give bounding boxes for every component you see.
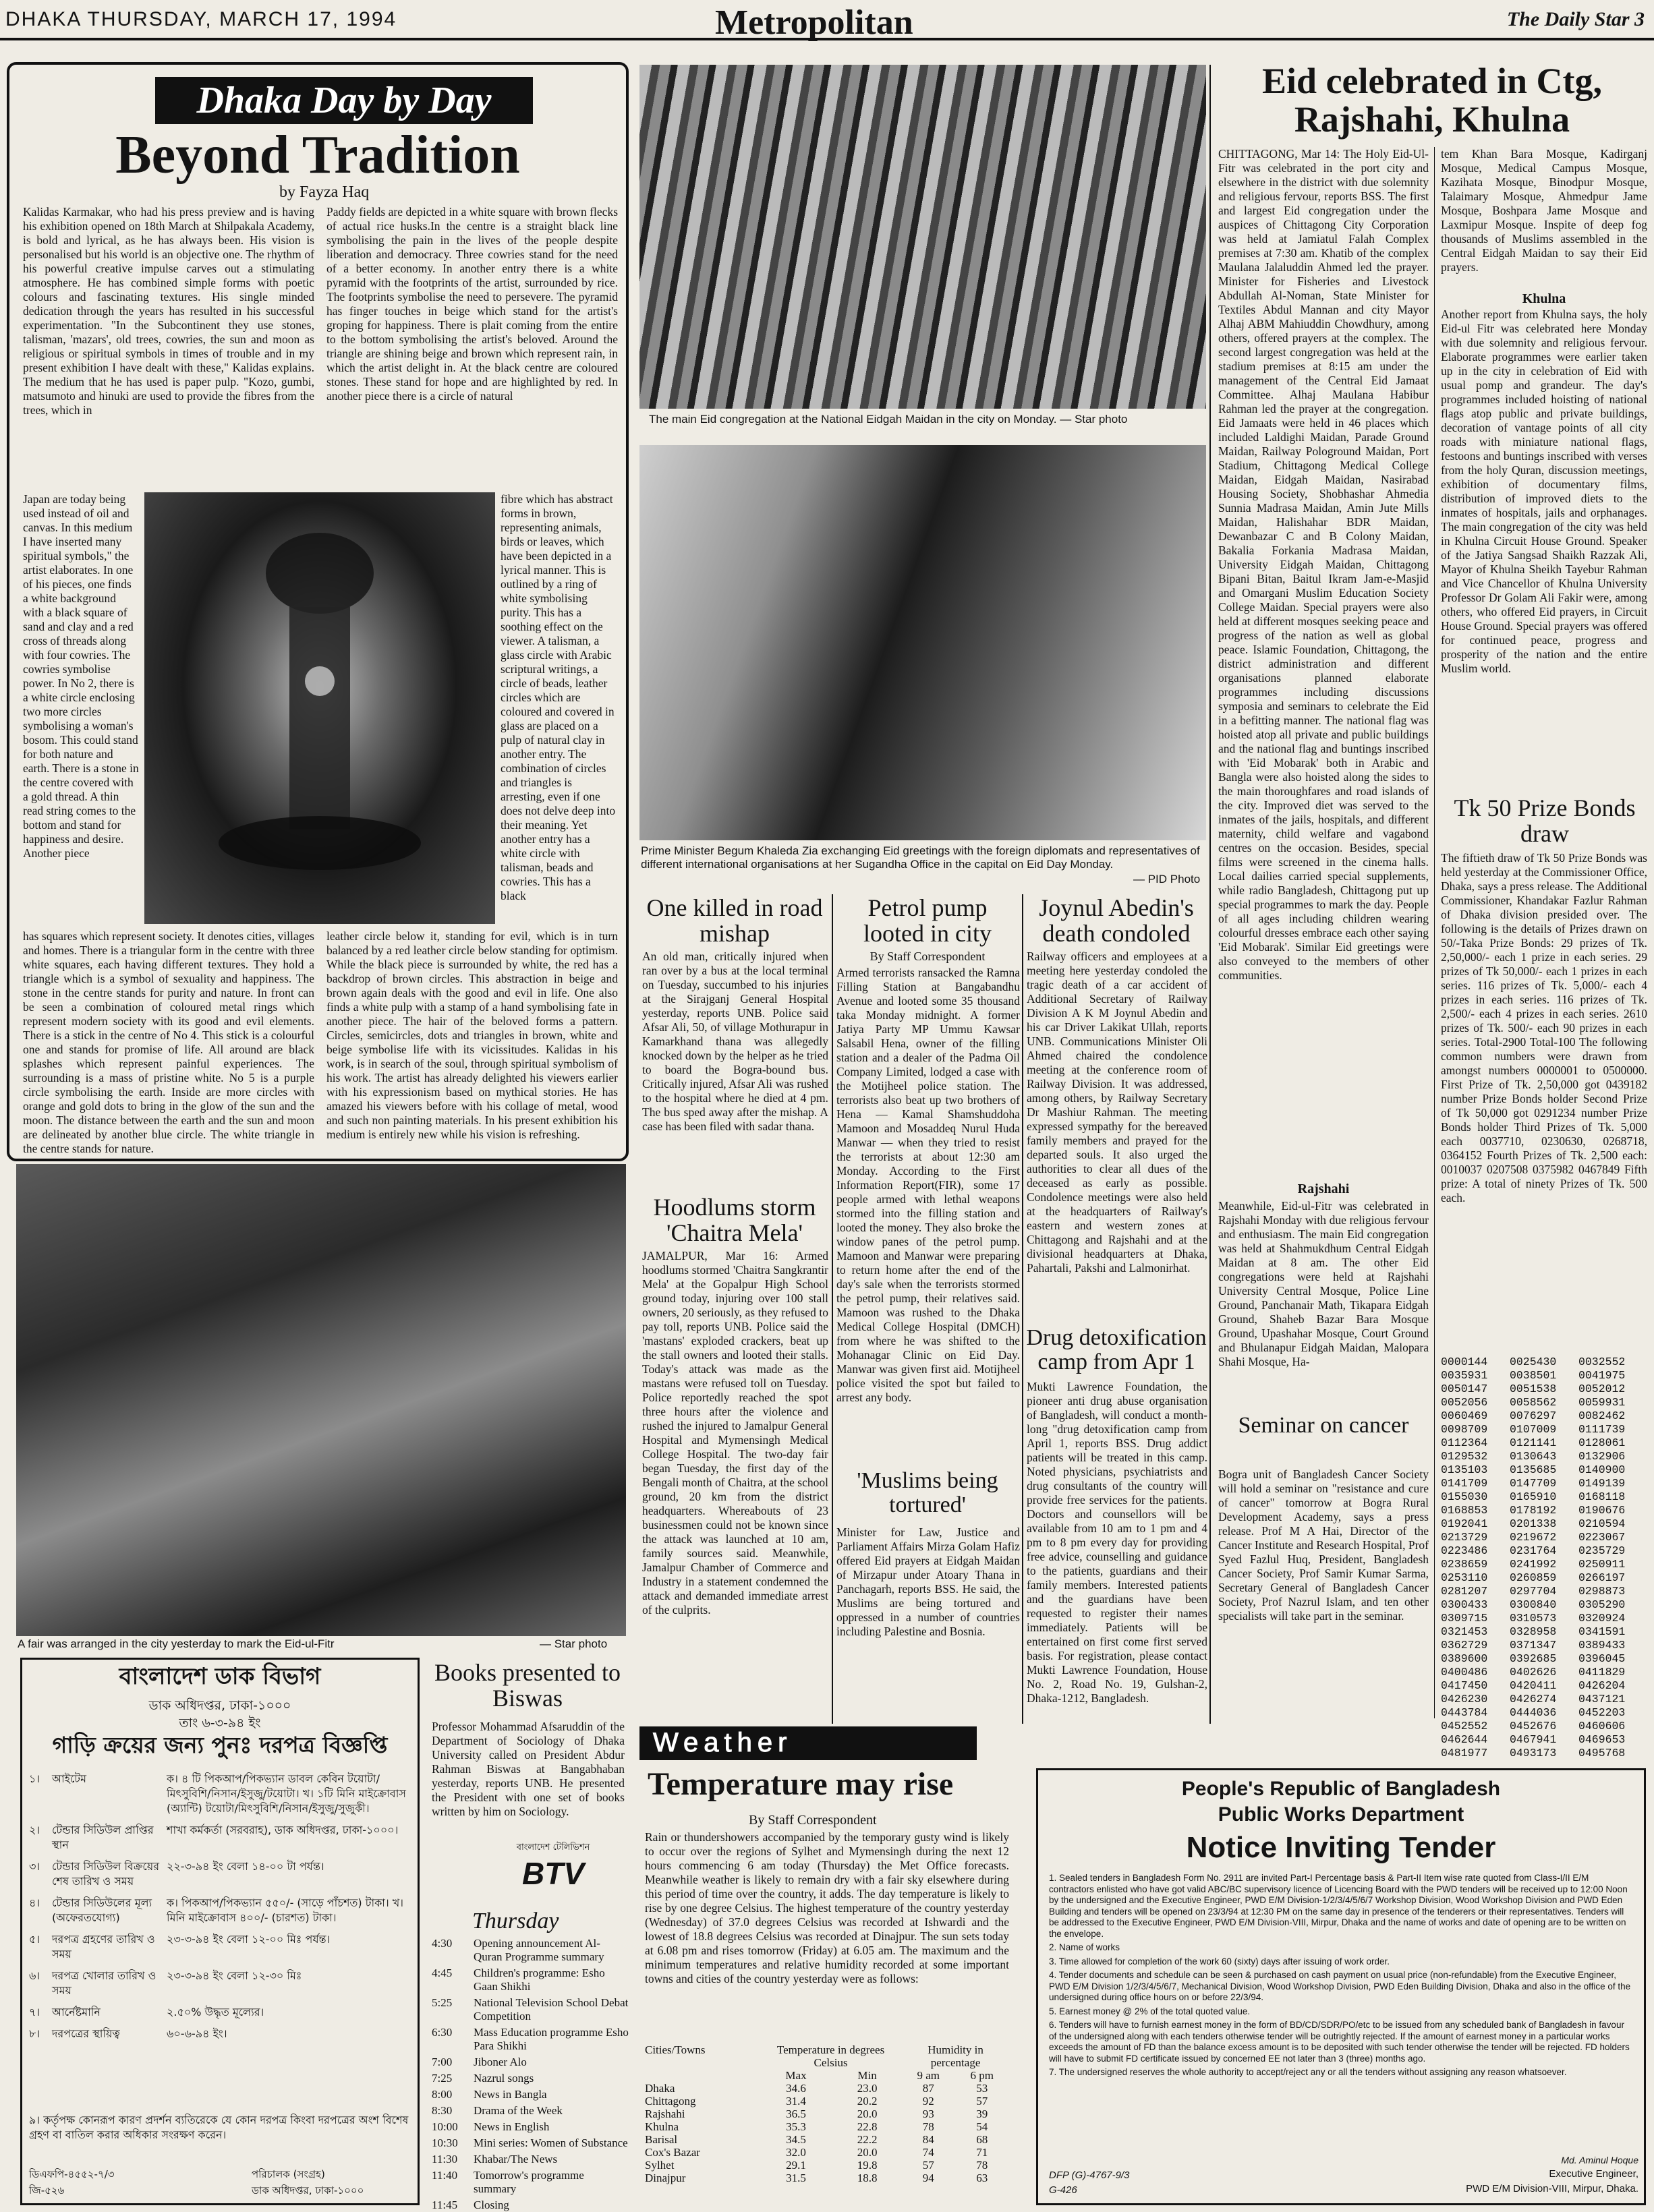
weather-row: Dinajpur 31.5 18.8 94 63 xyxy=(645,2172,988,2184)
prize-title: Tk 50 Prize Bonds draw xyxy=(1454,794,1636,847)
btv-row: 4:30 Opening announcement Al-Quran Programme summary xyxy=(432,1937,604,1963)
prize-number: 0396045 xyxy=(1578,1652,1626,1665)
btv-logo-text: BTV xyxy=(522,1856,584,1891)
tender-bn-footer-left2: জি-৫২৬ xyxy=(29,2184,65,2196)
prize-number: 0192041 xyxy=(1441,1517,1488,1530)
prize-number: 0300433 xyxy=(1441,1598,1488,1611)
weather-title: Temperature may rise xyxy=(648,1766,954,1802)
prize-number: 0260859 xyxy=(1510,1571,1557,1584)
notice-ref1: DFP (G)-4767-9/3 xyxy=(1049,2170,1130,2181)
prize-number: 0210594 xyxy=(1578,1517,1626,1530)
books-text: Professor Mohammad Afsaruddin of the Department of Sociology of Dhaka University called on President Abdur Rahman Biswas at Bangabhaban yesterday, reports UNB. He presented the President with one set of books written by him on Sociology. xyxy=(432,1720,625,1818)
prize-number: 0310573 xyxy=(1510,1612,1557,1625)
prize-number: 0235729 xyxy=(1578,1544,1626,1557)
btv-row: 11:30 Khabar/The News xyxy=(432,2153,558,2165)
artwork-photo xyxy=(144,492,495,924)
prize-number: 0201338 xyxy=(1510,1517,1557,1530)
prize-number: 0426230 xyxy=(1441,1693,1488,1706)
column-rule xyxy=(832,894,833,1724)
section-title: Metropolitan xyxy=(715,3,913,42)
eid-col2: tem Khan Bara Mosque, Kadirganj Mosque, Medical Campus Mosque, Kazihata Mosque, Binodpur Mosque, Talaimary Mosque, Ahmedpur Jame Mosque, Boshpara Jame Mosque and Laxmipur Mosque. Inspite of deep fog thousands of Muslims assembled in the Central Eidgah Maidan to say their Eid prayers. xyxy=(1441,147,1647,274)
notice-sign-title: Executive Engineer, xyxy=(1549,2168,1638,2180)
prize-number: 0111739 xyxy=(1578,1423,1626,1436)
weather-table xyxy=(645,2043,1009,2205)
bangla-tender-ad xyxy=(20,1658,420,2205)
fair-photo xyxy=(16,1164,626,1636)
seminar-text: Bogra unit of Bangladesh Cancer Society will hold a seminar on "resistance and cure of cancer" tomorrow at Bogra Rural Development Academy, says a press release. Prof M A Hai, Director of the Cancer Institute and Research Hospital, Prof Syed Fazlul Huq, President, Bangladesh Cancer Society, Prof Samir Kumar Sarma, Secretary General of Bangladesh Cancer Society, Prof Nazrul Islam, and ten other specialists will take part in the seminar. xyxy=(1218,1467,1429,1623)
hoodlums-title: Hoodlums storm 'Chaitra Mela' xyxy=(653,1194,816,1246)
prize-number: 0426274 xyxy=(1510,1693,1557,1706)
notice-item: 2. Name of works xyxy=(1049,1942,1120,1952)
notice-item: 3. Time allowed for completion of the work 60 (sixty) days after issuing of work order. xyxy=(1049,1956,1390,1967)
seminar-title: Seminar on cancer xyxy=(1238,1413,1409,1438)
btv-row: 11:40 Tomorrow's programme summary xyxy=(432,2169,584,2195)
prize-number: 0305290 xyxy=(1578,1598,1626,1611)
btv-logo-bn: বাংলাদেশ টেলিভিশন xyxy=(516,1842,590,1853)
prize-number: 0371347 xyxy=(1510,1639,1557,1652)
prize-number: 0320924 xyxy=(1578,1612,1626,1625)
btv-logo xyxy=(513,1841,594,1909)
prize-number: 0219672 xyxy=(1510,1531,1557,1544)
tender-bn-row: ৬। দরপত্র খোলার তারিখ ও সময় ২৩-৩-৯৪ ইং বেলা ১২-৩০ মিঃ xyxy=(29,1969,302,1997)
books-title: Books presented to Biswas xyxy=(434,1659,621,1712)
prize-number: 0437121 xyxy=(1578,1693,1626,1706)
tender-bn-footer-right: পরিচালক (সংগ্রহ) xyxy=(252,2168,325,2180)
notice-item: 5. Earnest money @ 2% of the total quoted value. xyxy=(1049,2006,1251,2016)
prize-number: 0135685 xyxy=(1510,1463,1557,1476)
prize-number: 0460606 xyxy=(1578,1720,1626,1733)
prize-number: 0025430 xyxy=(1510,1356,1557,1368)
feature-byline: by Fayza Haq xyxy=(279,183,370,201)
one-killed-title: One killed in road mishap xyxy=(646,894,823,947)
prize-number: 0389600 xyxy=(1441,1652,1488,1665)
prize-number: 0493173 xyxy=(1510,1747,1557,1759)
prize-number: 0076297 xyxy=(1510,1409,1557,1422)
weather-row: Rajshahi 36.5 20.0 93 39 xyxy=(645,2107,988,2120)
prize-number: 0149139 xyxy=(1578,1477,1626,1490)
tender-bn-footer-left: ডিএফপি-৪৫৫২-৭/৩ xyxy=(29,2168,115,2180)
one-killed-text: An old man, critically injured when ran over by a bus at the local terminal on Tuesday, succumbed to his injuries at the Sirajganj General Hospital yesterday, reports UNB. Police said Afsar Ali, 50, of village Mothurapur in Kamarkhand thana was allegedly knocked down by the helper as he tried to board the Bogra-bound bus. Critically injured, Afsar Ali was rushed to the hospital where he died at 4 pm. The bus sped away after the mishap. A case has been filed with sadar thana. xyxy=(642,950,828,1133)
weather-table-subhead: Max Min 9 am 6 pm xyxy=(785,2069,994,2082)
prize-number: 0059931 xyxy=(1578,1396,1626,1409)
prize-number: 0469653 xyxy=(1578,1733,1626,1746)
feature-col2: Paddy fields are depicted in a white square with brown flecks of actual rice husks.In the centre is a straight black line symbolising the pain in the lives of the people despite liberation and democracy. Three cowries stand for the need of a better economy. In another entry there is a white pyramid with the footprints of the artist, surrounded by rice. The footprints symbolise the need to persevere. The pyramid has finger touches in beige which stand for the artist's groping for happiness. There is plait coming from the entire to the bottom symbolising the artist's beloved. Around the triangle are shining beige and brown which represent rain, in which the artist delight in. At the black centre are coloured stones. These stand for hope and are highlighted by red. In another piece there is a circle of natural xyxy=(326,205,618,403)
column-rule xyxy=(1209,65,1211,1724)
prize-number: 0213729 xyxy=(1441,1531,1488,1544)
btv-row: 10:30 Mini series: Women of Substance xyxy=(432,2136,628,2149)
prize-number: 0147709 xyxy=(1510,1477,1557,1490)
weather-banner-text: Weather xyxy=(653,1728,793,1757)
tender-bn-sub2: তাং ৬-৩-৯৪ ইং xyxy=(179,1716,261,1730)
masthead xyxy=(0,0,1654,40)
muslims-text: Minister for Law, Justice and Parliament Affairs Mirza Golam Hafiz offered Eid prayers at Eidgah Maidan of Mirzapur under Atoary Thana in Panchagarh, reports BSS. He said, the Muslims are being tortured and oppressed in a number of countries including Palestine and Bosnia. xyxy=(836,1525,1020,1638)
artwork-figure-icon xyxy=(144,492,495,924)
feature-bottom1: has squares which represent society. It denotes cities, villages and homes. There is a triangular form in the centre with three white squares, each having different textures. They hold a triangle which is a symbol of sexuality and happiness. The stone in the centre stands for purity and nature. In front can be seen a combination of coloured metal rings which represent modern society with its good and evil elements. There is a stick in the centre of No 4. This stick is a colourful one and stands for promise of life. All around are black splashes which represent painful experiences. The surrounding is a mass of pristine white. No 5 is a purple circle symbolising the earth. Inside are more circles with orange and gold dots to bring in the glow of the sun and the moon. The distance between the earth and the sun and moon are delineated by another blue circle. The white triangle in the centre stands for nature. xyxy=(23,929,314,1155)
notice-ref2: G-426 xyxy=(1049,2184,1077,2196)
btv-schedule xyxy=(432,1937,629,2211)
drug-text: Mukti Lawrence Foundation, the pioneer anti drug abuse organisation of Bangladesh, will conduct a month-long "drug detoxification camp from April 1, reports BSS. Drug addict patients will be treated in this camp. Noted physicians, psychiatrists and drug consultants of the country will provide free services for the patients. Doctors and counsellors will be available from 10 am to 1 pm and 4 pm to 8 pm every day for providing free advice, counselling and guidance to the patients, guardians and their family members. Interested patients and the guardians have been requested to register their names immediately. Patients will be entertained on first come first served basis. For registration, please contact Mukti Lawrence Foundation, House No. 2, Road No. 19, Gulshan-2, Dhaka-1212, Bangladesh. xyxy=(1027,1380,1207,1705)
weather-row: Dhaka 34.6 23.0 87 53 xyxy=(645,2082,988,2095)
prize-number: 0321453 xyxy=(1441,1625,1488,1638)
tender-bn-row: ৪। টেন্ডার সিডিউলের মূল্য (অফেরতযোগ্য) ক। পিকআপ/পিকভ্যান ৫৫০/- (সাড়ে পাঁচশত) টাকা। খ। মিনি মাইক্রোবাস ৪০০/- (চারশত) টাকা। xyxy=(29,1896,403,1924)
weather-row: Khulna 35.3 22.8 78 54 xyxy=(645,2120,988,2133)
prize-number: 0250911 xyxy=(1578,1558,1626,1571)
prize-number: 0052056 xyxy=(1441,1396,1488,1409)
feature-inset-left: Japan are today being used instead of oil and canvas. In this medium I have inserted many spiritual symbols," the artist elaborates. In one of his pieces, one finds a white background with a black square of sand and clay and a red cross of threads along with four cowries. The cowries symbolise power. In No 2, there is a white circle enclosing two more circles symbolising a woman's bosom. This could stand for both nature and earth. There is a stone in the centre covered with a gold thread. A thin read string comes to the bottom and stand for happiness and desire. Another piece xyxy=(23,492,139,860)
joynul-text: Railway officers and employees at a meeting here yesterday condoled the tragic death of a car accident of Additional Secretary of Railway Division A K M Joynul Abedin and his car Driver Lakikat Ullah, reports UNB. Communications Minister Oli Ahmed chaired the condolence meeting at the conference room of Railway Division. It was addressed, among others, by Railway Secretary Dr Mashiur Rahman. The meeting expressed sympathy for the bereaved family members and prayed for the departed souls. It also urged the authorities to clear all dues of the deceased as early as possible. Condolence meetings were also held at the headquarters of Railway's eastern and western zones at Chittagong and Rajshahi and at the divisional headquarters at Dhaka, Pahartali, Pakshi and Lalmonirhat. xyxy=(1027,950,1207,1275)
prize-number: 0266197 xyxy=(1578,1571,1626,1584)
btv-row: 5:25 National Television School Debat Competition xyxy=(432,1996,629,2022)
notice-org: People's Republic of Bangladesh xyxy=(1181,1778,1501,1800)
prize-number: 0178192 xyxy=(1510,1504,1557,1517)
weather-row: Sylhet 29.1 19.8 57 78 xyxy=(645,2159,988,2172)
prize-number: 0402626 xyxy=(1510,1666,1557,1679)
prize-number: 0223486 xyxy=(1441,1544,1488,1557)
weather-banner xyxy=(639,1726,977,1760)
prize-number: 0141709 xyxy=(1441,1477,1488,1490)
petrol-title: Petrol pump looted in city xyxy=(863,894,992,947)
weather-text: Rain or thundershowers accompanied by the temporary gusty wind is likely to occur over the regions of Sylhet and Mymensingh during the next 12 hours commencing 6 am today (Thursday) the Met Office forecasts. Meanwhile weather is likely to remain dry with a fair sky elsewhere during this period of time over the country, it adds. The day temperature is likely to rise by one degree Celsius. The highest temperature of the country yesterday (Wednesday) of 37.0 degrees Celsius was recorded at Ishwardi and the lowest of 18.8 degrees Celsius was recorded at Dinajpur. The sun sets today at 6.08 pm and rises tomorrow (Friday) at 6.05 am. The maximum and the minimum temperatures and relative humidity recorded at some important towns and cities of the country yesterday were as follows: xyxy=(645,1830,1009,1985)
prize-number: 0038501 xyxy=(1510,1369,1557,1382)
prize-number: 0328958 xyxy=(1510,1625,1557,1638)
prize-number: 0052012 xyxy=(1578,1382,1626,1395)
notice-sign-office: PWD E/M Division-VIII, Mirpur, Dhaka. xyxy=(1466,2183,1638,2194)
prize-number: 0050147 xyxy=(1441,1382,1488,1395)
btv-row: 7:00 Jiboner Alo xyxy=(432,2056,527,2068)
notice-item: 4. Tender documents and schedule can be seen & purchased on cash payment on usual price (non-refundable) from the Executive Engineer, PWD E/M Division 1/2/3/4/5/6/7, Mechanical Division, Wood Workshop Division, PWD Eden Building Division, Dhaka and also in the office of the undersigned during office hours on or before 22/3/94. xyxy=(1049,1970,1631,2002)
prize-number: 0362729 xyxy=(1441,1639,1488,1652)
fair-credit: — Star photo xyxy=(540,1637,608,1650)
prize-number: 0241992 xyxy=(1510,1558,1557,1571)
notice-item: 1. Sealed tenders in Bangladesh Form No. 2911 are invited Part-I Percentage basis & Part-II Item wise rate quoted from Class-I/II E/M contractors enlisted who have got valid ABC/BC supervisory licence of Licencing Board with the PWD tenders will be received up to 12:00 Noon by the undersigned and the Executive Engineer, PWD E/M Division-1/2/3/4/5/6/7 Workshop Division, Wood Workshop Division and PWD Eden Building and tenders will be opened on 23/3/94 at 12:30 PM on the same day in presence of the tenderers or their representatives. Tenders will be addressed to the Executive Engineer, PWD E/M Division-VIII, Mirpur, Dhaka and the name of works and date of opening are to be written on the envelope. xyxy=(1049,1873,1628,1939)
weather-byline: By Staff Correspondent xyxy=(749,1813,877,1828)
prize-number: 0129532 xyxy=(1441,1450,1488,1463)
prize-number: 0253110 xyxy=(1441,1571,1488,1584)
prize-number: 0426204 xyxy=(1578,1679,1626,1692)
prize-number: 0165910 xyxy=(1510,1490,1557,1503)
eid-rajshahi-text: Meanwhile, Eid-ul-Fitr was celebrated in Rajshahi Monday with due religious fervour and enthusiasm. The main Eid congregation was held at Shahmukdhum Central Eidgah Maidan at 8 am. The other Eid congregations were held at Rajshahi University Central Mosque, Police Line Ground, Panchanair Math, Tikapara Eidgah Ground, Shaheb Bazar Bara Mosque Ground, Upashahar Mosque, Court Ground and Bhulanapur Eidgah Maidan, Malopara Shahi Mosque, Ha- xyxy=(1218,1199,1429,1368)
masthead-dateline: DHAKA THURSDAY, MARCH 17, 1994 xyxy=(5,8,397,30)
prize-number: 0400486 xyxy=(1441,1666,1488,1679)
prize-number: 0041975 xyxy=(1578,1369,1626,1382)
prize-number: 0112364 xyxy=(1441,1436,1488,1449)
notice-sign-name: Md. Aminul Hoque xyxy=(1561,2155,1638,2165)
prize-number: 0281207 xyxy=(1441,1585,1488,1598)
prize-number: 0130643 xyxy=(1510,1450,1557,1463)
weather-row: Cox's Bazar 32.0 20.0 74 71 xyxy=(645,2146,988,2159)
btv-row: 7:25 Nazrul songs xyxy=(432,2072,534,2085)
prize-number: 0417450 xyxy=(1441,1679,1488,1692)
prize-number: 0231764 xyxy=(1510,1544,1557,1557)
btv-row: 8:30 Drama of the Week xyxy=(432,2104,563,2117)
tender-bn-org: বাংলাদেশ ডাক বিভাগ xyxy=(119,1663,321,1690)
tender-bn-note: ৯। কর্তৃপক্ষ কোনরূপ কারণ প্রদর্শন ব্যতিরেকে যে কোন দরপত্র কিংবা দরপত্রের অংশ বিশেষ গ্রহণ বা বাতিল করার অধিকার সংরক্ষণ করেন। xyxy=(29,2114,409,2141)
fair-caption: A fair was arranged in the city yesterday to mark the Eid-ul-Fitr xyxy=(18,1637,335,1650)
prize-number: 0341591 xyxy=(1578,1625,1626,1638)
petrol-byline: By Staff Correspondent xyxy=(869,950,986,963)
prize-number: 0051538 xyxy=(1510,1382,1557,1395)
prize-number: 0058562 xyxy=(1510,1396,1557,1409)
tender-bn-sub1: ডাক অধিদপ্তর, ঢাকা-১০০০ xyxy=(148,1698,291,1713)
btv-row: 10:00 News in English xyxy=(432,2120,550,2133)
drug-title: Drug detoxification camp from Apr 1 xyxy=(1026,1325,1207,1374)
prize-number: 0420411 xyxy=(1510,1679,1557,1692)
btv-row: 11:45 Closing xyxy=(432,2199,509,2211)
pm-photo xyxy=(639,445,1206,840)
prize-number: 0467941 xyxy=(1510,1733,1557,1746)
prize-number: 0452203 xyxy=(1578,1706,1626,1719)
btv-row: 4:45 Children's programme: Esho Gaan Shikhi xyxy=(432,1967,605,1993)
prize-number: 0223067 xyxy=(1578,1531,1626,1544)
notice-item: 6. Tenders will have to furnish earnest money in the form of BD/CD/SDR/PO/etc to be issued from any scheduled bank of Bangladesh in favour of the undersigned along with each tenders otherwise tender will be outrightly rejected. If the amount of earnest money in a particular works exceeds the amount of FD than the balance excess amount is to be deposited with such tender otherwise the tender will be rejected. FD holders will have to submit FD certificate issued by concerned EE not later than 3 (three) months ago. xyxy=(1049,2020,1630,2064)
tender-bn-row: ১। আইটেম ক। ৪ টি পিকআপ/পিকভ্যান ডাবল কেবিন টয়োটা/মিৎসুবিশি/নিসান/ইসুজু/টয়োটা। খ। ১টি মিনি মাইক্রোবাস (অ্যান্টি) টয়োটা/মিৎসুবিশি/নিসান/ইসুজু/সুজুকী। xyxy=(29,1772,406,1815)
prize-number: 0060469 xyxy=(1441,1409,1488,1422)
feature-kicker: Dhaka Day by Day xyxy=(155,77,533,124)
petrol-text: Armed terrorists ransacked the Ramna Filling Station at Bangabandhu Avenue and looted some 35 thousand taka Monday midnight. A former Jatiya Party MP Ummu Kawsar Salsabil Hena, owner of the filling station and a dealer of the Padma Oil Company Limited, lodged a case with the Motijheel police station. The terrorists also beat up two brothers of Hena — Kamal Shamshuddoha Mamoon and Mosaddeq Nurul Huda Manwar — when they tried to resist the terrorists at about 12:30 am Monday. According to the First Information Report(FIR), some 17 people armed with lethal weapons stormed into the filling station and looted the money. They also broke the window panes of the petrol pump. Mamoon and Manwar were preparing to return home after the end of the day's sale when the terrorists stormed the petrol pump, their relatives said. Mamoon was rushed to the Dhaka Medical College Hospital (DMCH) from where he was shifted to the Mohanagar Clinic on Eid Day. Manwar was given first aid. Motijheel police visited the spot but failed to arrest any body. xyxy=(836,966,1020,1404)
eid-khulna-text: Another report from Khulna says, the holy Eid-ul Fitr was celebrated here Monday with due solemnity and religious fervour. Elaborate programmes were earlier taken up in the city in celebration of Eid with usual pomp and grandeur. The day's programmes included hoisting of national flags atop public and private buildings, decoration of vantage points of all city roads with miniature national flags, festoons and buntings inscribed with verses from the holy Quran, discussion meetings, exhibition of documentary films, distribution of improved diets to the inmates of hospitals, jails and orphanages. The main congregation of the city was held in Khulna Circuit House Ground. Speaker of the Jatiya Sangsad Shaikh Razzak Ali, Mayor of Khulna Sheikh Tayebur Rahman and Vice Chancellor of Khulna University Professor Dr Golam Ali Fakir were, among others, who offered Eid prayers, in Circuit House Ground. Special prayers was offered for continued peace, progress and prosperity of the nation and the entire Muslim world. xyxy=(1441,308,1647,675)
paper-logo: The Daily Star 3 xyxy=(1506,8,1645,30)
prize-number: 0392685 xyxy=(1510,1652,1557,1665)
prize-number: 0190676 xyxy=(1578,1504,1626,1517)
prize-number: 0135103 xyxy=(1441,1463,1488,1476)
pwd-tender-ad xyxy=(1036,1768,1646,2205)
prize-number: 0032552 xyxy=(1578,1356,1626,1368)
prize-number: 0443784 xyxy=(1441,1706,1488,1719)
prize-text: The fiftieth draw of Tk 50 Prize Bonds was held yesterday at the Commissioner Office, Dhaka, says a press release. The Additional Commissioner, Khandakar Fazlur Rahman of Dhaka division presided over. The following is the details of Prizes drawn on 50/-Taka Prize Bonds: 29 prizes of Tk. 2,50,000/- each 1 prize in each series. 29 prizes of Tk 50,000/- each 1 prizes in each series. 116 prizes of Tk. 5,000/- each 4 prizes in each series. 116 prizes of Tk. 2,500/- each 4 prizes in each series. 2610 prizes of Tk. 500/- each 90 prizes in each series. Total-2900 Total-100 The following common numbers were drawn from amongst numbers 0000001 to 0500000. First Prize of Tk. 2,50,000 got 0439182 number Prize Bonds holder Second Prize of Tk 50,000 got 0291234 number Prize Bonds holder Third Prizes of Tk. 5,000 each 0037710, 0230630, 0268718, 0364152 Fourth Prizes of Tk. 2,500 each: 0010037 0207508 0375982 0467849 Fifth prize: A total of ninety Prizes of Tk. 500 each. xyxy=(1441,851,1647,1204)
prize-numbers xyxy=(1441,1356,1647,1759)
eidgah-photo xyxy=(639,65,1206,409)
tender-bn-row: ৮। দরপত্রের স্থায়িত্ব ৬০-৬-৯৪ ইং। xyxy=(29,2027,227,2040)
prize-number: 0495768 xyxy=(1578,1747,1626,1759)
tender-bn-footer-right2: ডাক অধিদপ্তর, ঢাকা-১০০০ xyxy=(252,2184,364,2196)
prize-number: 0298873 xyxy=(1578,1585,1626,1598)
feature-title: Beyond Tradition xyxy=(115,125,520,185)
eid-rajshahi-head: Rajshahi xyxy=(1297,1182,1350,1196)
prize-number: 0389433 xyxy=(1578,1639,1626,1652)
prize-number: 0481977 xyxy=(1441,1747,1488,1759)
joynul-title: Joynul Abedin's death condoled xyxy=(1039,894,1194,947)
prize-number: 0000144 xyxy=(1441,1356,1488,1368)
prize-number: 0462644 xyxy=(1441,1733,1488,1746)
btv-day: Thursday xyxy=(472,1909,559,1933)
prize-number: 0107009 xyxy=(1510,1423,1557,1436)
prize-number: 0452676 xyxy=(1510,1720,1557,1733)
column-rule xyxy=(1022,894,1023,1724)
prize-number: 0121141 xyxy=(1510,1436,1557,1449)
prize-number: 0140900 xyxy=(1578,1463,1626,1476)
tender-bn-headline: গাড়ি ক্রয়ের জন্য পুনঃ দরপত্র বিজ্ঞপ্তি xyxy=(52,1732,388,1758)
prize-number: 0297704 xyxy=(1510,1585,1557,1598)
feature-bottom2: leather circle below it, standing for evil, which is in turn balanced by a red leather circle below standing for optimism. While the black piece is surrounded by white, the red has a backdrop of brown circles. This abstraction in beige and brown again deals with the good and evil in life. One also finds a white pulp with a stamp of a hand symbolising fate in another piece. The hair of the beloved forms a pattern. Circles, semicircles, dots and triangles in brown, white and beige symbolise life with its vicissitudes. Kalidas in his work, is in search of the soul, through spiritual symbolism of his work. The artist has already delighted his viewers earlier with his expressionism based on mythical stories. He has amazed his viewers before with his collage of metal, wood and such non painting materials. In his present exhibition his medium is entirely new while his vision is refreshing. xyxy=(326,929,618,1141)
feature-article xyxy=(7,62,629,1161)
btv-row: 8:00 News in Bangla xyxy=(432,2088,547,2101)
pm-caption: Prime Minister Begum Khaleda Zia exchanging Eid greetings with the foreign diplomats and representatives of different international organisations at her Sugandha Office in the capital on Eid Day Monday. xyxy=(641,844,1200,871)
prize-number: 0444036 xyxy=(1510,1706,1557,1719)
tender-bn-rows xyxy=(29,1772,412,2109)
hoodlums-text: JAMALPUR, Mar 16: Armed hoodlums stormed 'Chaitra Sangkrantir Mela' at the Gopalpur High School ground today, injuring over 100 stall owners, 20 seriously, as they refused to pay toll, reports UNB. Police said the 'mastans' exploded crackers, beat up the stall owners and looted their stalls. Today's attack was made as the mastans were refused toll on Tuesday. Police reportedly reached the spot three hours after the violence and rushed the injured to Jamalpur General Hospital and Mymensingh Medical College Hospital. The two-day fair began Tuesday, the first day of the Bengali month of Chaitra, at the school ground, 20 km from the district headquarters. Whereabouts of 23 businessmen could not be known since the attack was launched at 10 am, family sources said. Meanwhile, Jamalpur Chamber of Commerce and Industry in a statement condemned the attack and demanded immediate arrest of the culprits. xyxy=(642,1249,828,1617)
muslims-title: 'Muslims being tortured' xyxy=(857,1468,998,1517)
weather-row: Barisal 34.5 22.2 84 68 xyxy=(645,2133,988,2146)
prize-number: 0309715 xyxy=(1441,1612,1488,1625)
btv-row: 6:30 Mass Education programme Esho Para Shikhi xyxy=(432,2026,629,2052)
tender-bn-row: ৩। টেন্ডার সিডিউল বিক্রয়ের শেষ তারিখ ও সময় ২২-৩-৯৪ ইং বেলা ১৪-০০ টা পর্যন্ত। xyxy=(29,1860,324,1888)
prize-number: 0082462 xyxy=(1578,1409,1626,1422)
prize-number: 0168118 xyxy=(1578,1490,1626,1503)
weather-row: Chittagong 31.4 20.2 92 57 xyxy=(645,2095,988,2107)
prize-number: 0168853 xyxy=(1441,1504,1488,1517)
eid-col1: CHITTAGONG, Mar 14: The Holy Eid-Ul-Fitr was celebrated in the port city and elsewhere in the district with due solemnity and religious fervour, reports BSS. The first and largest Eid congregation under the auspices of Chittagong City Corporation was held at Jamiatul Falah Complex premises at 7:30 am. Khatib of the complex Maulana Jalaluddin Ahmed led the prayer. Minister for Fisheries and Livestock Abdullah Al-Noman, State Minister for Textiles Abdul Mannan and city Mayor Alhaj ABM Mahiuddin Chowdhury, among others, offered prayers at the complex. The second largest congregation was held at the stadium premises at 8:15 am under the management of the Central Eid Jamaat Committee. Alhaj Maulana Habibur Rahman led the prayer at the congregation. Eid Jamaats were held in 46 places which included Laldighi Maidan, Parade Ground Maidan, Railway Pologround Maidan, Port Stadium, Chittagong Medical College Maidan, Eidgah Maidan, Nasirabad Housing Society, Shobhashar Ahmedia Sunnia Madrasa Maidan, Amin Jute Mills Maidan, Halishahar BDR Maidan, Dewanbazar C and B Colony Maidan, Bakalia Forkania Madrasa Maidan, University Eidgah Maidan, Chittagong Bipani Bitan, Baitul Ikram Jam-e-Masjid and Omargani Muslim Education Society College Maidan. Special prayers were also held at different mosques seeking peace and progress of the nation as well as global peace. Islamic Foundation, Chittagong, the district administration and different organisations planned elaborate programmes including discussions symposia and seminars to celebrate the Eid in a befitting manner. The national flag was hoisted atop all private and public buildings and the national flag and buntings inscribed with 'Eid Mobarak' both in Arabic and Bangla were also hoisted along the sides to the main thoroughfares and road islands of the city. Improved diet was served to the inmates of the jails, hospitals, and different maternity, child welfare and vagabond centres on the occasion. Besides, special films were screened in the cinema halls. Local dailies carried special supplements, while radio Bangladesh, Chittagong put up special programmes to mark the day. People of all ages including children wearing colourful dresses embrace each other saying 'Eid Mobarak'. Similar Eid greetings were also conveyed to the members of other communities. xyxy=(1218,147,1429,982)
weather-table-head: Cities/Towns Temperature in degrees Celsius Humidity in percentage xyxy=(645,2043,983,2069)
prize-number: 0128061 xyxy=(1578,1436,1626,1449)
prize-number: 0098709 xyxy=(1441,1423,1488,1436)
pm-credit: — PID Photo xyxy=(1133,873,1201,885)
eid-khulna-head: Khulna xyxy=(1522,291,1566,306)
prize-number: 0238659 xyxy=(1441,1558,1488,1571)
feature-col1: Kalidas Karmakar, who had his press preview and is having his exhibition opened on 18th March at Shilpakala Academy, is bold and lyrical, as he has always been. His vision is personalised but his world is an objective one. The rhythm of his powerful creative impulse carves out a stimulating atmosphere. He has combined simple forms with poetic colours and fascinating textures. His single minded dedication through the years has resulted in his successful experimentation. "In the Subcontinent they use stones, talisman, 'mazars', old trees, cowries, the sun and moon as religious or spiritual symbols in times of trouble and in my present exhibition I have dealt with these," Kalidas explains. The medium that he has used is paper pulp. "Kozo, gumbi, matsumoto and hinuki are used to provide the fibres from the trees, which in xyxy=(23,205,314,417)
notice-items xyxy=(1049,1873,1633,2156)
tender-bn-row: ২। টেন্ডার সিডিউল প্রাপ্তির স্থান শাখা কর্মকর্তা (সরবরাহ), ডাক অধিদপ্তর, ঢাকা-১০০০। xyxy=(29,1824,399,1851)
eid-title: Eid celebrated in Ctg, Rajshahi, Khulna xyxy=(1262,61,1602,140)
prize-number: 0132906 xyxy=(1578,1450,1626,1463)
prize-number: 0411829 xyxy=(1578,1666,1626,1679)
notice-dept: Public Works Department xyxy=(1218,1803,1464,1826)
feature-inset-right: fibre which has abstract forms in brown, representing animals, birds or leaves, which have been depicted in a lyrical manner. This is outlined by a ring of white symbolising purity. This has a soothing effect on the viewer. A talisman, a glass circle with Arabic scriptural writings, a circle of beads, leather circles which are coloured and covered in glass are placed on a pulp of natural clay in another entry. The combination of circles and triangles is arresting, even if one does not delve deep into their meaning. Yet another entry has a white circle with talisman, beads and cowries. This has a black xyxy=(501,492,616,902)
eidgah-caption: The main Eid congregation at the National Eidgah Maidan in the city on Monday. — Star photo xyxy=(649,413,1128,426)
prize-number: 0452552 xyxy=(1441,1720,1488,1733)
notice-title: Notice Inviting Tender xyxy=(1186,1831,1496,1864)
tender-bn-row: ৭। আর্নেষ্টমানি ২.৫০% উদ্ধৃত মূল্যের। xyxy=(29,2006,264,2018)
column-rule xyxy=(1434,147,1435,1718)
prize-number: 0300840 xyxy=(1510,1598,1557,1611)
prize-number: 0035931 xyxy=(1441,1369,1488,1382)
prize-number: 0155030 xyxy=(1441,1490,1488,1503)
tender-bn-row: ৫। দরপত্র গ্রহণের তারিখ ও সময় ২৩-৩-৯৪ ইং বেলা ১২-০০ মিঃ পর্যন্ত। xyxy=(29,1933,331,1960)
notice-item: 7. The undersigned reserves the whole authority to accept/reject any or all the tenders without assigning any reason whatsoever. xyxy=(1049,2067,1567,2077)
